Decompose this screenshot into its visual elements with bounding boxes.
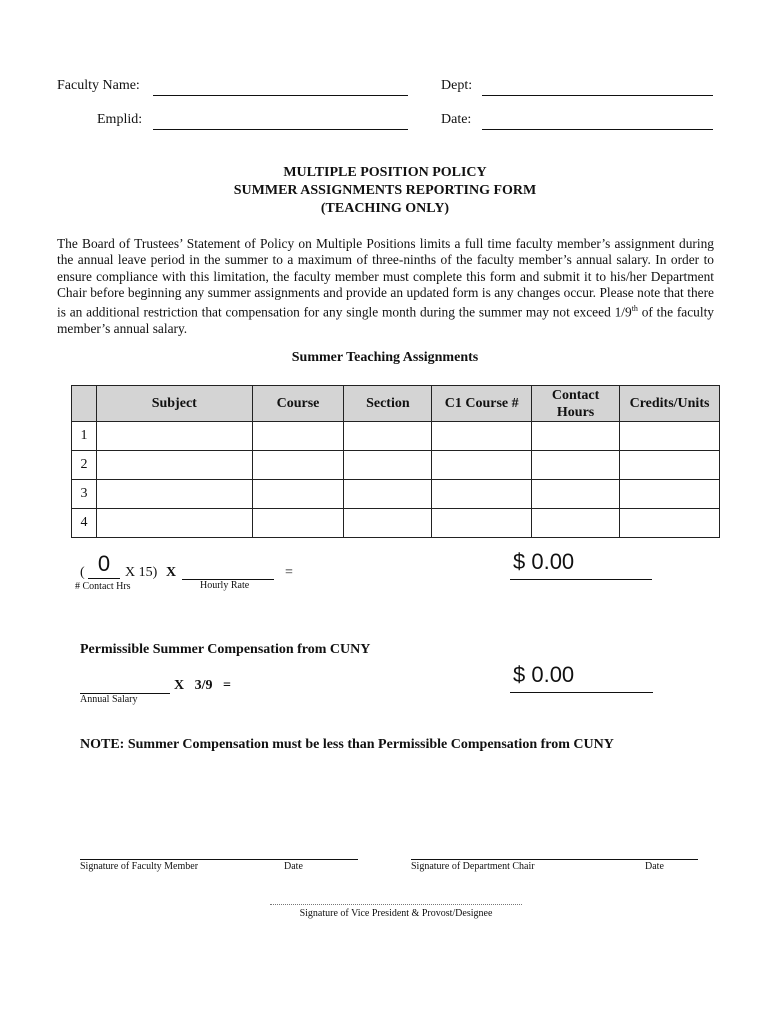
cell-course[interactable] — [252, 451, 344, 480]
cell-contact-hours[interactable] — [532, 480, 620, 509]
header-subject: Subject — [96, 386, 252, 422]
table-row — [72, 509, 720, 538]
cell-subject[interactable] — [96, 480, 252, 509]
row-number: 3 — [72, 480, 97, 509]
cell-contact-hours[interactable] — [532, 509, 620, 538]
calc1-multiplier: X 15) — [125, 565, 158, 580]
cell-c1-course[interactable] — [432, 509, 532, 538]
cell-c1-course[interactable] — [432, 422, 532, 451]
annual-salary-field[interactable] — [80, 677, 170, 694]
cell-course[interactable] — [252, 509, 344, 538]
cell-credits-units[interactable] — [620, 422, 720, 451]
faculty-name-label: Faculty Name: — [57, 78, 140, 93]
annual-salary-caption: Annual Salary — [80, 694, 138, 705]
cell-c1-course[interactable] — [432, 480, 532, 509]
calc1-open-paren: ( — [80, 565, 85, 580]
cell-subject[interactable] — [96, 422, 252, 451]
row-number: 2 — [72, 451, 97, 480]
hourly-rate-caption: Hourly Rate — [200, 580, 250, 591]
faculty-signature-line[interactable] — [80, 859, 358, 860]
chair-signature-caption: Signature of Department Chair — [411, 861, 535, 872]
vp-signature-line[interactable] — [270, 904, 522, 905]
cell-section[interactable] — [344, 509, 432, 538]
row-number: 4 — [72, 509, 97, 538]
faculty-date-caption: Date — [284, 861, 303, 872]
cell-credits-units[interactable] — [620, 451, 720, 480]
header-c1-course: C1 Course # — [432, 386, 532, 422]
header-course: Course — [252, 386, 344, 422]
permissible-result-field[interactable]: $ 0.00 — [510, 662, 653, 693]
teaching-assignments-table — [71, 385, 720, 538]
contact-hours-field[interactable]: 0 — [88, 551, 120, 579]
chair-date-caption: Date — [645, 861, 664, 872]
compensation-note: NOTE: Summer Compensation must be less than Permissible Compensation from CUNY — [80, 737, 614, 752]
cell-course[interactable] — [252, 480, 344, 509]
cell-credits-units[interactable] — [620, 480, 720, 509]
superscript-th: th — [631, 304, 638, 314]
faculty-name-field[interactable] — [153, 77, 408, 96]
faculty-signature-caption: Signature of Faculty Member — [80, 861, 199, 872]
emplid-field[interactable] — [153, 111, 408, 130]
header-credits-units: Credits/Units — [620, 386, 720, 422]
compensation-result-field[interactable]: $ 0.00 — [510, 549, 652, 580]
form-title-line1: MULTIPLE POSITION POLICY — [283, 165, 487, 180]
cell-subject[interactable] — [96, 509, 252, 538]
table-row — [72, 451, 720, 480]
cell-contact-hours[interactable] — [532, 422, 620, 451]
date-field[interactable] — [482, 111, 713, 130]
cell-credits-units[interactable] — [620, 509, 720, 538]
row-number: 1 — [72, 422, 97, 451]
calc2-formula: X 3/9 = — [174, 678, 231, 693]
policy-paragraph: The Board of Trustees’ Statement of Policy on Multiple Positions limits a full time faculty member’s assignment during the annual leave period in the summer to a maximum of three-ninths of the faculty member’s annual salary. In order to ensure compliance with this limitation, the faculty member must complete this form and submit it to his/her Department Chair before beginning any summer assignments and provide an updated form is any changes occur. Please note that there is an additional restriction that compensation for any single month during the summer may not exceed 1/9th of the faculty member’s annual salary. — [57, 236, 715, 336]
form-title-line3: (TEACHING ONLY) — [320, 201, 450, 216]
contact-hrs-caption: # Contact Hrs — [75, 581, 131, 592]
calc1-equals: = — [285, 565, 293, 580]
cell-subject[interactable] — [96, 451, 252, 480]
cell-c1-course[interactable] — [432, 451, 532, 480]
cell-section[interactable] — [344, 451, 432, 480]
table-title: Summer Teaching Assignments — [291, 350, 479, 365]
dept-field[interactable] — [482, 77, 713, 96]
permissible-heading: Permissible Summer Compensation from CUNY — [80, 642, 371, 657]
date-label: Date: — [441, 112, 472, 127]
table-row — [72, 480, 720, 509]
chair-signature-line[interactable] — [411, 859, 698, 860]
header-blank — [72, 386, 97, 422]
hourly-rate-field[interactable] — [182, 562, 274, 580]
cell-section[interactable] — [344, 422, 432, 451]
form-title-line2: SUMMER ASSIGNMENTS REPORTING FORM — [233, 183, 537, 198]
emplid-label: Emplid: — [97, 112, 143, 127]
header-section: Section — [344, 386, 432, 422]
cell-section[interactable] — [344, 480, 432, 509]
table-header-row — [72, 386, 720, 422]
dept-label: Dept: — [441, 78, 473, 93]
cell-course[interactable] — [252, 422, 344, 451]
cell-contact-hours[interactable] — [532, 451, 620, 480]
table-row — [72, 422, 720, 451]
vp-signature-caption: Signature of Vice President & Provost/Designee — [299, 908, 493, 919]
calc1-times: X — [166, 565, 177, 580]
header-contact-hours: Contact Hours — [532, 386, 620, 422]
